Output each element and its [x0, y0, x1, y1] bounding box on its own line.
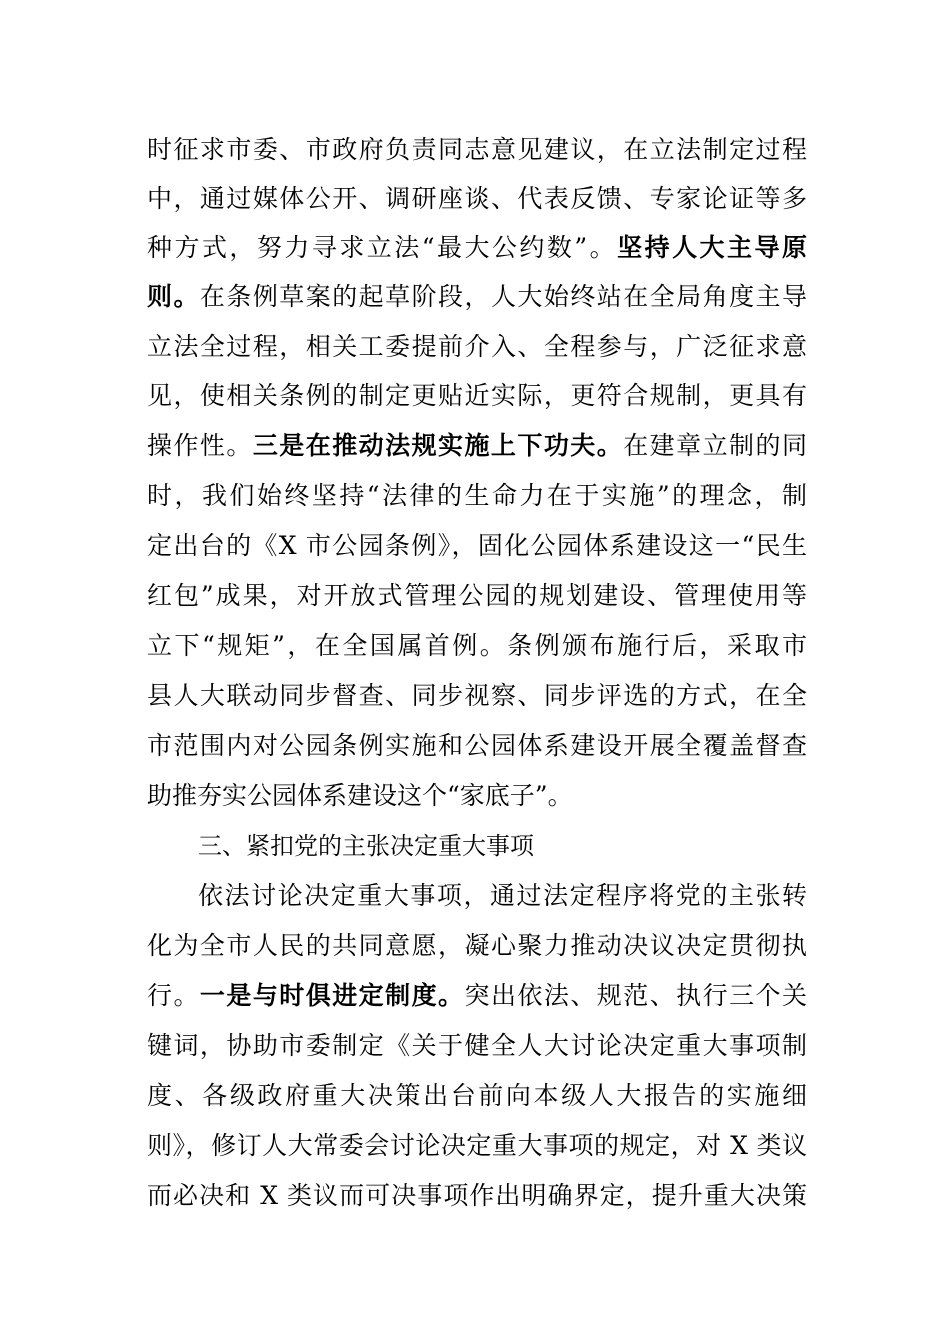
text-run: 种方式，努力寻求立法“最大公约数”。 [147, 233, 618, 262]
body-text-line: 时，我们始终坚持“法律的生命力在于实施”的理念，制 [147, 481, 807, 510]
body-text-line: 助推夯实公园体系建设这个“家底子”。 [147, 781, 573, 810]
text-run: 在建章立制的同 [623, 431, 807, 460]
body-text-line: 依法讨论决定重大事项，通过法定程序将党的主张转 [198, 881, 807, 910]
body-text-line: 键词，协助市委制定《关于健全人大讨论决定重大事项制 [147, 1031, 807, 1060]
body-text-line: 见，使相关条例的制定更贴近实际，更符合规制，更具有 [147, 381, 807, 410]
body-text-line: 时征求市委、市政府负责同志意见建议，在立法制定过程 [147, 135, 807, 164]
body-text-line: 市范围内对公园条例实施和公园体系建设开展全覆盖督查 [147, 731, 807, 760]
text-run: 在条例草案的起草阶段，人大始终站在全局角度主导 [199, 282, 807, 311]
body-text-line: 定出台的《X 市公园条例》，固化公园体系建设这一“民生 [147, 531, 807, 560]
body-text-line [147, 223, 807, 273]
body-text-line: 立下“规矩”，在全国属首例。条例颁布施行后，采取市 [147, 631, 807, 660]
body-text-line: 县人大联动同步督查、同步视察、同步评选的方式，在全 [147, 681, 807, 710]
body-text-line: 则》，修订人大常委会讨论决定重大事项的规定，对 X 类议 [147, 1131, 807, 1160]
body-text-line [147, 272, 807, 322]
body-text-line: 红包”成果，对开放式管理公园的规划建设、管理使用等 [147, 581, 807, 610]
body-text-line: 度、各级政府重大决策出台前向本级人大报告的实施细 [147, 1081, 807, 1110]
body-text-line: 化为全市人民的共同意愿，凝心聚力推动决议决定贯彻执 [147, 931, 807, 960]
bold-emphasis: 一是与时俱进定制度。 [199, 981, 465, 1010]
bold-emphasis: 坚持人大主导原 [617, 233, 807, 262]
body-text-line: 而必决和 X 类议而可决事项作出明确界定，提升重大决策 [147, 1181, 807, 1210]
body-text-line [147, 971, 807, 1021]
section-heading: 三、紧扣党的主张决定重大事项 [198, 832, 534, 860]
body-text-line: 立法全过程，相关工委提前介入、全程参与，广泛征求意 [147, 332, 807, 361]
body-text-line: 中，通过媒体公开、调研座谈、代表反馈、专家论证等多 [147, 184, 807, 213]
text-run: 操作性。 [147, 431, 253, 460]
bold-emphasis: 则。 [147, 282, 200, 311]
body-text-line [147, 421, 807, 471]
bold-emphasis: 三是在推动法规实施上下功夫。 [252, 431, 624, 460]
text-run: 突出依法、规范、执行三个关 [464, 981, 807, 1010]
text-run: 行。 [147, 981, 200, 1010]
